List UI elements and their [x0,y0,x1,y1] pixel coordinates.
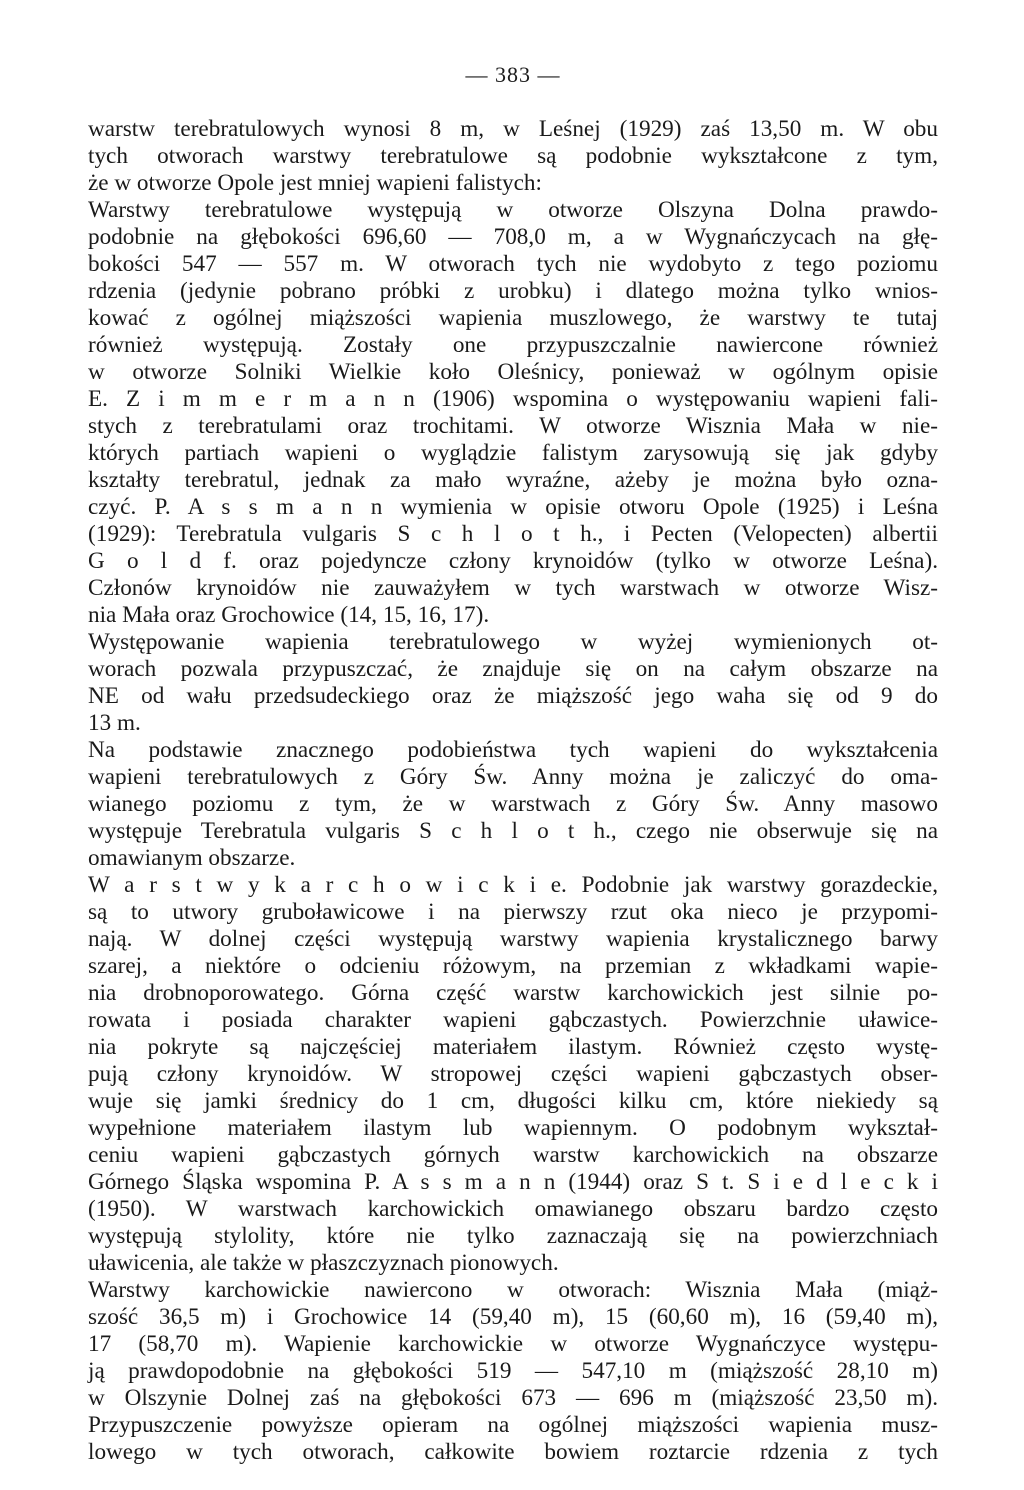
text-line: w otworze Solniki Wielkie koło Oleśnicy, ponieważ w ogólnym opisie [88,359,938,385]
text-line: wypełnione materiałem ilastym lub wapiennym. O podobnym wykształ- [88,1115,938,1141]
text-line: stych z terebratulami oraz trochitami. W otworze Wisznia Mała w nie- [88,413,938,439]
text-line: NE od wału przedsudeckiego oraz że miąższość jego waha się od 9 do [88,683,938,709]
text-line: nia Mała oraz Grochowice (14, 15, 16, 17). [88,602,490,628]
text-line: Na podstawie znacznego podobieństwa tych wapieni do wykształcenia [88,737,938,763]
text-line: wuje się jamki średnicy do 1 cm, długości kilku cm, które niekiedy są [88,1088,938,1114]
text-line: (1950). W warstwach karchowickich omawianego obszaru bardzo często [88,1196,938,1222]
text-line: których partiach wapieni o wyglądzie falistym zarysowują się jak gdyby [88,440,938,466]
text-line: Występowanie wapienia terebratulowego w wyżej wymienionych ot- [88,629,938,655]
text-line: kować z ogólnej miąższości wapienia muszlowego, że warstwy te tutaj [88,305,938,331]
text-line: kształty terebratul, jednak za mało wyraźne, ażeby je można było ozna- [88,467,938,493]
text-line: Warstwy terebratulowe występują w otworze Olszyna Dolna prawdo- [88,197,938,223]
text-line: rdzenia (jedynie pobrano próbki z urobku) i dlatego można tylko wnios- [88,278,938,304]
text-line: wapieni terebratulowych z Góry Św. Anny można je zaliczyć do oma- [88,764,938,790]
text-line: rowata i posiada charakter wapieni gąbczastych. Powierzchnie uławice- [88,1007,938,1033]
text-line: (1929): Terebratula vulgaris S c h l o t h., i Pecten (Velopecten) albertii [88,521,938,547]
text-line: Warstwy karchowickie nawiercono w otworach: Wisznia Mała (miąż- [88,1277,938,1303]
text-line: występuje Terebratula vulgaris S c h l o t h., czego nie obserwuje się na [88,818,938,844]
text-line: szarej, a niektóre o odcieniu różowym, na przemian z wkładkami wapie- [88,953,938,979]
text-line: wianego poziomu z tym, że w warstwach z Góry Św. Anny masowo [88,791,938,817]
text-line: omawianym obszarze. [88,845,296,871]
text-line: warstw terebratulowych wynosi 8 m, w Leśnej (1929) zaś 13,50 m. W obu [88,116,938,142]
text-line: 13 m. [88,710,141,736]
text-line: podobnie na głębokości 696,60 — 708,0 m, a w Wygnańczycach na głę- [88,224,938,250]
text-line: uławicenia, ale także w płaszczyznach pionowych. [88,1250,559,1276]
text-line: nają. W dolnej części występują warstwy wapienia krystalicznego barwy [88,926,938,952]
text-line: W a r s t w y k a r c h o w i c k i e. Podobnie jak warstwy gorazdeckie, [88,872,938,898]
document-page [88,62,938,1466]
text-line: pują człony krynoidów. W stropowej części wapieni gąbczastych obser- [88,1061,938,1087]
text-line: ceniu wapieni gąbczastych górnych warstw karchowickich na obszarze [88,1142,938,1168]
text-line: że w otworze Opole jest mniej wapieni falistych: [88,170,542,196]
text-line: występują stylolity, które nie tylko zaznaczają się na powierzchniach [88,1223,938,1249]
text-line: w Olszynie Dolnej zaś na głębokości 673 — 696 m (miąższość 23,50 m). [88,1385,938,1411]
text-line: E. Z i m m e r m a n n (1906) wspomina o występowaniu wapieni fali- [88,386,938,412]
text-line: Członów krynoidów nie zauważyłem w tych warstwach w otworze Wisz- [88,575,938,601]
text-line: G o l d f. oraz pojedyncze człony krynoidów (tylko w otworze Leśna). [88,548,938,574]
text-line: są to utwory gruboławicowe i na pierwszy rzut oka nieco je przypomi- [88,899,938,925]
page-number: — 383 — [465,62,561,87]
text-line: ją prawdopodobnie na głębokości 519 — 547,10 m (miąższość 28,10 m) [88,1358,938,1384]
text-line: szość 36,5 m) i Grochowice 14 (59,40 m), 15 (60,60 m), 16 (59,40 m), [88,1304,938,1330]
text-line: tych otworach warstwy terebratulowe są podobnie wykształcone z tym, [88,143,938,169]
text-line: Górnego Śląska wspomina P. A s s m a n n (1944) oraz S t. S i e d l e c k i [88,1169,938,1195]
text-line: worach pozwala przypuszczać, że znajduje się on na całym obszarze na [88,656,938,682]
text-line: lowego w tych otworach, całkowite bowiem roztarcie rdzenia z tych [88,1439,938,1465]
text-line: nia drobnoporowatego. Górna część warstw karchowickich jest silnie po- [88,980,938,1006]
text-line: bokości 547 — 557 m. W otworach tych nie wydobyto z tego poziomu [88,251,938,277]
body-text [88,116,938,1466]
text-line: Przypuszczenie powyższe opieram na ogólnej miąższości wapienia musz- [88,1412,938,1438]
text-line: 17 (58,70 m). Wapienie karchowickie w otworze Wygnańczyce występu- [88,1331,938,1357]
text-line: nia pokryte są najczęściej materiałem ilastym. Również często wystę- [88,1034,938,1060]
text-line: czyć. P. A s s m a n n wymienia w opisie otworu Opole (1925) i Leśna [88,494,938,520]
text-line: również występują. Zostały one przypuszczalnie nawiercone również [88,332,938,358]
